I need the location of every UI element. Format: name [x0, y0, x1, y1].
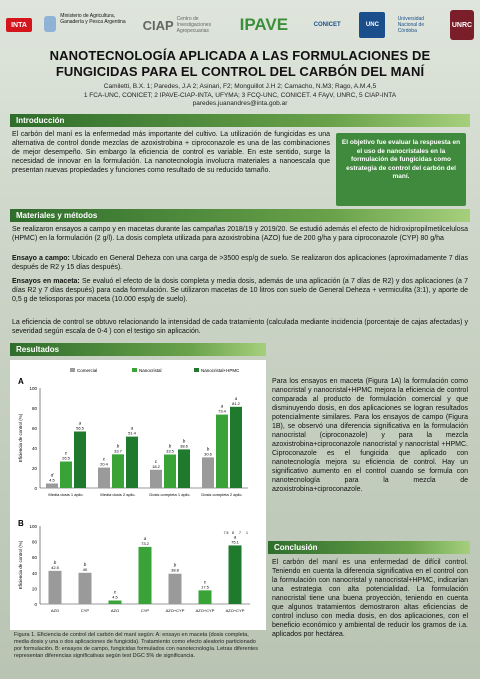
chart-a-bar [216, 415, 228, 488]
chart-b-y-tick: 20 [31, 586, 37, 592]
chart-a-bar [164, 455, 176, 489]
chart-b-y-tick: 0 [34, 602, 37, 607]
authors-block [0, 83, 480, 109]
chart-b-extra-label: 1 [246, 531, 248, 535]
chart-b-panel-label: B [18, 519, 24, 528]
logo-bar [6, 6, 474, 44]
methods-pot-lead: Ensayos en maceta: [12, 278, 80, 285]
chart-b-letter-label: b [83, 561, 87, 567]
chart-b-x-tick: AZO [110, 608, 120, 613]
chart-a-bar [112, 454, 124, 488]
inta-logo: INTA [6, 18, 32, 32]
unrc-logo: UNRC [450, 10, 474, 40]
chart-a-letter-label: b [182, 438, 186, 444]
chart-a-value-label: 33.5 [166, 448, 174, 454]
figure-caption: Figura 1. Eficiencia de control del carbón del maní según: A: ensayo en maceta (dosis completa, media dosis y una o dos aplicaciones de fungicida). Tratamiento como efecto aleatorio particionado por formulación. B: ensayos de campo, fungicidas formulados con nanotecnología. Letras diferentes representan diferencias significativas según test DGC 5% de significancia. [14, 632, 258, 659]
chart-a-y-tick: 60 [31, 426, 37, 431]
conicet-logo: CONICET [313, 22, 341, 28]
chart-a-legend-swatch [132, 368, 137, 372]
ciap-logo-sub: Centro de Investigaciones Agropecuarias [176, 16, 212, 34]
chart-a-letter-label: b [116, 443, 120, 449]
objective-box: El objetivo fue evaluar la respuesta en el uso de nanocristales en la formulación de fungicidas como estrategia de control del carbón del maní. [336, 133, 466, 206]
chart-b-extra-label: 7 [239, 531, 241, 535]
chart-b-x-tick: AZO+CYP [225, 608, 245, 613]
authors-names: Camiletti, B.X. 1; Paredes, J.A 2; Asinari, F2; Monguillot J.H 2; Camacho, N.M3; Rago, A.M.4,5 [103, 83, 377, 90]
chart-a-value-label: 26.5 [62, 455, 70, 461]
chart-a-bar [98, 468, 110, 488]
chart-a-letter-label: c [102, 456, 106, 462]
chart-b-letter-label: c [203, 579, 207, 585]
chart-a-bar [60, 462, 72, 489]
chart-b-bar [199, 590, 212, 604]
chart-b-value-label: 42.5 [51, 564, 59, 570]
chart-b-x-tick: AZO+CYP [195, 608, 215, 613]
methods-pot-text: Se evaluó el efecto de la dosis completa y media dosis, además de una aplicación (a 7 días de R2) y dos aplicaciones (a 7 días R2 y 7 días después) para cada formulación. Se utilizaron macetas de 10 litros con suelo de General Deheza + vermiculita (3:1), y aporte de 0,5 g de teliosporas por maceta (10.000 esp/g de suelo). [12, 278, 469, 303]
chart-a-value-label: 20.4 [100, 461, 108, 467]
ciap-logo-text: CIAP [142, 17, 174, 33]
authors-email: paredes.juanandres@inta.gob.ar [192, 100, 288, 107]
chart-a-bar [46, 484, 58, 489]
methods-paragraph-2 [12, 254, 468, 272]
poster-title [0, 48, 480, 80]
chart-a-value-label: 51.4 [128, 430, 136, 436]
chart-b-value-label: 40 [82, 566, 88, 572]
chart-a-bar [126, 437, 138, 488]
chart-a-y-tick: 40 [31, 446, 37, 451]
chart-a-value-label: 4.5 [49, 477, 55, 483]
ipave-logo: IPAVE [239, 15, 289, 34]
chart-a-y-tick: 0 [34, 486, 37, 491]
chart-b-letter-label: a [143, 535, 147, 541]
chart-b-value-label: 38.8 [171, 567, 179, 573]
title-line-1: NANOTECNOLOGÍA APLICADA A LAS FORMULACIONES DE [49, 48, 431, 63]
chart-b-value-label: 75.1 [231, 539, 239, 545]
chart-a-letter-label: b [168, 443, 172, 449]
chart-b-y-tick: 100 [29, 524, 37, 529]
chart-a-legend-swatch [70, 368, 75, 372]
chart-a-x-tick: Dosis completa 1 aplic. [149, 492, 191, 497]
section-header-methods: Materiales y métodos [10, 209, 470, 222]
section-header-results: Resultados [10, 343, 266, 356]
chart-a-letter-label: a [220, 403, 224, 409]
chart-b-extra-label: 8 [232, 531, 234, 535]
chart-a-x-tick: Media dosis 2 aplic. [100, 492, 136, 497]
chart-b-letter-label: b [173, 562, 177, 568]
chart-b-y-tick: 80 [31, 539, 37, 545]
methods-paragraph-3 [12, 277, 468, 304]
chart-a-legend-swatch [194, 368, 199, 372]
methods-field-text: Ubicado en General Deheza con una carga de >3500 esp/g de suelo. Se realizaron dos aplicaciones (aproximadamente 7 días después de R2 y 15 días después). [12, 255, 469, 271]
chart-b-value-label: 73.2 [141, 540, 149, 546]
chart-b-value-label: 4.5 [112, 594, 118, 600]
chart-b-letter-label: a [233, 534, 237, 540]
chart-a-value-label: 38.6 [180, 443, 188, 449]
chart-a-letter-label: d [50, 472, 54, 478]
section-header-conclusion: Conclusión [268, 541, 470, 554]
chart-a-value-label: 30.6 [204, 451, 212, 457]
chart-a [10, 360, 266, 512]
chart-a-value-label: 73.4 [218, 408, 226, 414]
chart-a-x-tick: Dosis completa 2 aplic. [201, 492, 243, 497]
chart-a-x-tick: Media dosis 1 aplic. [48, 492, 84, 497]
section-header-intro: Introducción [10, 114, 470, 127]
chart-b-x-tick: CYP [140, 608, 150, 613]
chart-b-bar [79, 573, 92, 604]
chart-b-y-tick: 40 [31, 570, 37, 576]
chart-a-value-label: 81.2 [232, 400, 240, 406]
ciap-logo [143, 15, 221, 35]
chart-b-x-tick: AZO [50, 608, 60, 613]
chart-b-letter-label: c [113, 589, 117, 595]
chart-b-y-tick: 60 [31, 555, 37, 561]
title-line-2: FUNGICIDAS PARA EL CONTROL DEL CARBÓN DEL MANÍ [55, 64, 425, 79]
chart-b-value-label: 17.5 [201, 584, 209, 590]
results-text: Para los ensayos en maceta (Figura 1A) la formulación como nanocristal y nanocristal+HPMC mejora la eficiencia de control comparada al producto de formulación comercial y que disminuyendo dosis, en dos aplicaciones se logran resultados potencialmente similares. Para los ensayos de campo (Figura 1B), se observó una diferencia significativa en la formulación nanocristal (ciproconazole) y para la mezcla azoxistrobina+ciproconazole nanocristal y nanocristal +HPMC. Ciproconazole es el fungicida que aplicado con nanotecnología mejora su eficiencia de control. Hay un significativo aumento en el control cuando se formula con nanotecnología para la mezcla de azoxistrobina+ciproconazole. [272, 378, 468, 493]
chart-a-bar [74, 432, 86, 489]
chart-a-legend-label: Comercial [77, 368, 98, 373]
ministry-logo: Ministerio de Agricultura, Ganadería y Pesca Argentina [44, 13, 130, 37]
chart-a-value-label: 56.5 [76, 425, 84, 431]
chart-a-letter-label: c [154, 458, 158, 464]
chart-a-y-tick: 100 [29, 386, 37, 391]
chart-a-letter-label: a [234, 395, 238, 401]
chart-a-legend-label: Nanocristal+HPMC [201, 368, 240, 373]
conclusion-text: El carbón del maní es una enfermedad de difícil control. Teniendo en cuenta la diferencia significativa en el control con la formulación con nanocristal y nanocristal+HPMC, indicarían una estrategia con alta potencialidad. La formulación nanocristal tiene una buena proyección, teniendo en cuenta que algunos tratamientos demostraron altas eficiencias de control incluso con media dosis, en dos aplicaciones, con el beneficio económico y ambiental de reducir los gramos de i.a. aplicados por hectárea. [272, 559, 468, 638]
authors-affiliations: 1 FCA-UNC, CONICET; 2 IPAVE-CIAP-INTA, UFYMA; 3 FCQ-UNC, CONICET. 4 FAyV, UNRC, 5 CIAP-INTA [83, 91, 397, 99]
chart-b [10, 512, 266, 630]
chart-a-bar [150, 470, 162, 488]
chart-b-x-tick: AZO+CYP [165, 608, 185, 613]
chart-b-bar [49, 571, 62, 604]
unc-logo: UNC [359, 12, 385, 38]
chart-b-bar [109, 600, 122, 604]
chart-b-letter-label: b [53, 559, 57, 565]
chart-a-value-label: 18.2 [152, 463, 160, 469]
intro-text: El carbón del maní es la enfermedad más importante del cultivo. La utilización de fungicidas es una alternativa de control donde mezclas de azoxistrobina + ciproconazole es una de las combinaciones de mejor desempeño. Sin embargo la eficiencia de control es variable. En este sentido, surge la necesidad de innovar en la formulación. La nanotecnología involucra materiales a nanoescala que presentan nuevas propiedades y funciones como resultado de su reducido tamaño. [12, 131, 330, 174]
chart-a-letter-label: a [78, 420, 82, 426]
chart-a-y-label: Eficiencia de control (%) [18, 413, 23, 463]
chart-b-bar [229, 545, 242, 604]
chart-a-legend-label: Nanocristal [139, 368, 162, 373]
chart-b-bar [169, 574, 182, 604]
chart-a-y-tick: 80 [31, 406, 37, 411]
chart-b-y-label: Eficiencia de control (%) [18, 540, 23, 590]
chart-b-extra-label: 7.5 [223, 531, 229, 535]
methods-field-lead: Ensayo a campo: [12, 255, 70, 262]
chart-b-x-tick: CYP [80, 608, 90, 613]
chart-a-bar [202, 457, 214, 488]
chart-a-bar [178, 449, 190, 488]
chart-a-bar [230, 407, 242, 488]
methods-paragraph-4: La eficiencia de control se obtuvo relacionando la intensidad de cada tratamiento (calculada mediante incidencia (porcentaje de cajas afectadas) y severidad según escala de 0-4 ) con el testigo sin aplicación. [12, 319, 468, 335]
chart-a-y-tick: 20 [31, 466, 37, 471]
chart-a-panel-label: A [18, 377, 24, 386]
figure-1 [10, 360, 266, 630]
chart-a-value-label: 33.7 [114, 448, 122, 454]
methods-paragraph-1: Se realizaron ensayos a campo y en macetas durante las campañas 2018/19 y 2019/20. Se estudió además el efecto de hidroxipropilmetilcelulosa (HPMC) en la formulación (2 g/l). La dosis completa utilizada para azoxistrobina (AZO) fue de 200 g/ha y para ciproconazole (CYP) 80 g/ha [12, 226, 468, 242]
chart-a-letter-label: b [206, 446, 210, 452]
chart-a-letter-label: a [130, 425, 134, 431]
university-logo: Universidad Nacional de Córdoba [397, 16, 425, 34]
chart-b-bar [139, 547, 152, 604]
chart-a-letter-label: c [64, 450, 68, 456]
